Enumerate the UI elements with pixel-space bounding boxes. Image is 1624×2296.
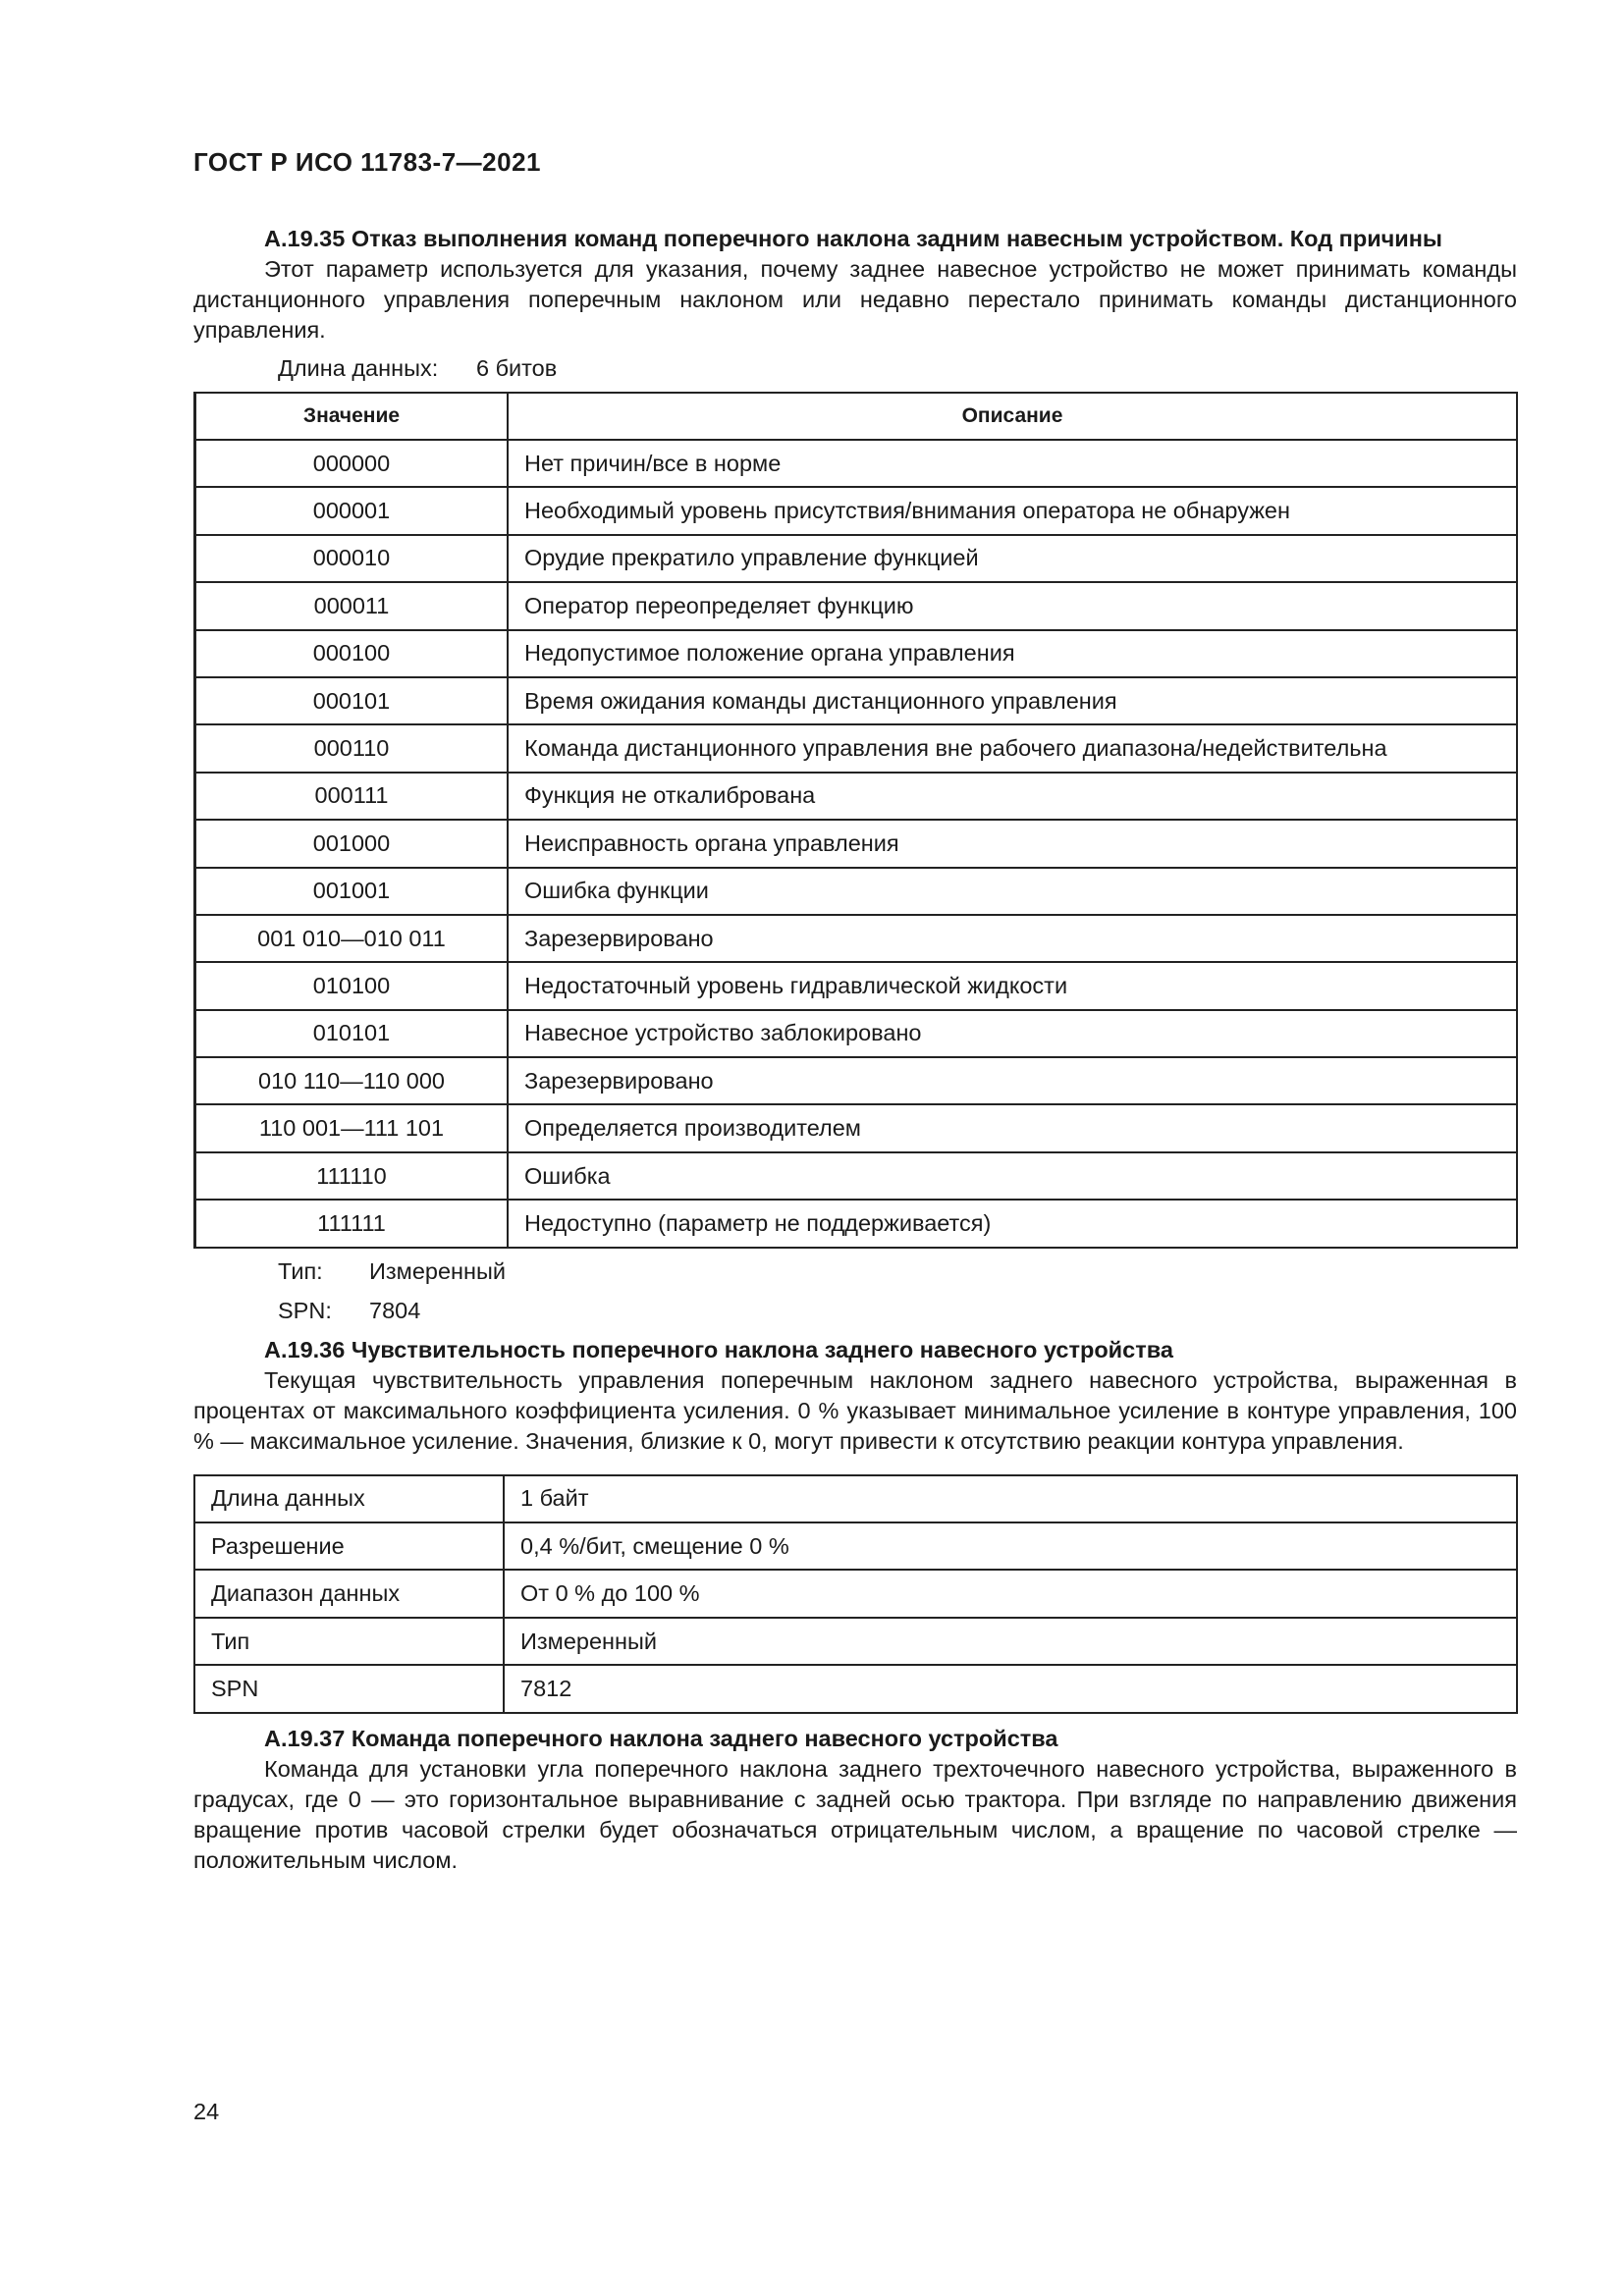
code-value-cell: 000001 xyxy=(195,487,509,534)
section-37-paragraph: Команда для установки угла поперечного наклона заднего трехточечного навесного устройства, выраженного в градусах, где 0 — это горизонтальное выравнивание с задней осью трактора. При взгляде по направлению движения вращение против часовой стрелки будет обозначаться отрицательным числом, а вращение по часовой стрелке — положительным числом. xyxy=(193,1755,1517,1873)
sensitivity-parameters-body xyxy=(194,1475,1517,1713)
type-value: Измеренный xyxy=(369,1257,507,1284)
section-36-paragraph: Текущая чувствительность управления поперечным наклоном заднего навесного устройства, выраженная в процентах от максимального коэффициента усиления. 0 % указывает минимальное усиление в контуре управления, 100 % — максимальное усиление. Значения, близкие к 0, могут привести к отсутствию реакции контура управления. xyxy=(193,1366,1517,1454)
code-description-cell: Определяется производителем xyxy=(508,1104,1517,1151)
table-row xyxy=(195,820,1518,867)
code-value-cell: 000000 xyxy=(195,440,509,487)
parameter-name-cell: SPN xyxy=(194,1665,504,1712)
table-row xyxy=(195,962,1518,1009)
code-description-cell: Зарезервировано xyxy=(508,915,1517,962)
code-description-cell: Орудие прекратило управление функцией xyxy=(508,535,1517,582)
table-row xyxy=(195,535,1518,582)
page-content xyxy=(193,224,1517,1876)
table-row xyxy=(195,440,1518,487)
table-row xyxy=(195,1200,1518,1247)
code-description-cell: Нет причин/все в норме xyxy=(508,440,1517,487)
code-value-cell: 001 010—010 011 xyxy=(195,915,509,962)
table-row xyxy=(195,1010,1518,1057)
reason-codes-table xyxy=(193,392,1518,1249)
table-row xyxy=(194,1570,1517,1617)
code-value-cell: 110 001—111 101 xyxy=(195,1104,509,1151)
code-description-cell: Навесное устройство заблокировано xyxy=(508,1010,1517,1057)
table-row xyxy=(195,773,1518,820)
table-row xyxy=(195,915,1518,962)
table-row xyxy=(195,1057,1518,1104)
code-value-cell: 010100 xyxy=(195,962,509,1009)
table-row xyxy=(195,630,1518,677)
section-35-spn xyxy=(193,1296,1517,1326)
code-description-cell: Неисправность органа управления xyxy=(508,820,1517,867)
section-35-type xyxy=(193,1256,1517,1287)
table-row xyxy=(195,677,1518,724)
code-description-cell: Необходимый уровень присутствия/внимания оператора не обнаружен xyxy=(508,487,1517,534)
table-header-row xyxy=(195,393,1518,440)
table-row xyxy=(194,1665,1517,1712)
code-value-cell: 001001 xyxy=(195,868,509,915)
table-row xyxy=(195,724,1518,772)
table-row xyxy=(195,487,1518,534)
reason-codes-body xyxy=(195,440,1518,1248)
parameter-value-cell: 0,4 %/бит, смещение 0 % xyxy=(504,1522,1517,1570)
code-value-cell: 000100 xyxy=(195,630,509,677)
code-description-cell: Зарезервировано xyxy=(508,1057,1517,1104)
column-header-description: Описание xyxy=(508,393,1517,440)
code-value-cell: 000111 xyxy=(195,773,509,820)
section-35-data-length xyxy=(193,353,1517,384)
parameter-name-cell: Длина данных xyxy=(194,1475,504,1522)
section-37-heading: А.19.37 Команда поперечного наклона заднего навесного устройства xyxy=(264,1725,1058,1751)
code-description-cell: Оператор переопределяет функцию xyxy=(508,582,1517,629)
section-36-heading: А.19.36 Чувствительность поперечного наклона заднего навесного устройства xyxy=(264,1336,1173,1362)
section-35-paragraph: Этот параметр используется для указания, почему заднее навесное устройство не может принимать команды дистанционного управления поперечным наклоном или недавно перестало принимать команды дистанционного управления. xyxy=(193,256,1517,343)
table-row xyxy=(195,1152,1518,1200)
table-row xyxy=(194,1618,1517,1665)
code-description-cell: Ошибка функции xyxy=(508,868,1517,915)
column-header-value: Значение xyxy=(195,393,509,440)
sensitivity-parameters-table xyxy=(193,1474,1518,1714)
code-value-cell: 000011 xyxy=(195,582,509,629)
table-row xyxy=(195,868,1518,915)
code-description-cell: Недопустимое положение органа управления xyxy=(508,630,1517,677)
code-value-cell: 000101 xyxy=(195,677,509,724)
parameter-name-cell: Диапазон данных xyxy=(194,1570,504,1617)
table-row xyxy=(194,1522,1517,1570)
spn-value: 7804 xyxy=(369,1297,421,1323)
table-row xyxy=(195,582,1518,629)
spn-label: SPN: xyxy=(278,1297,332,1323)
table-row xyxy=(194,1475,1517,1522)
code-description-cell: Недоступно (параметр не поддерживается) xyxy=(508,1200,1517,1247)
data-length-value: 6 битов xyxy=(476,355,558,381)
parameter-value-cell: 1 байт xyxy=(504,1475,1517,1522)
code-description-cell: Недостаточный уровень гидравлической жидкости xyxy=(508,962,1517,1009)
code-description-cell: Время ожидания команды дистанционного управления xyxy=(508,677,1517,724)
parameter-value-cell: 7812 xyxy=(504,1665,1517,1712)
parameter-value-cell: Измеренный xyxy=(504,1618,1517,1665)
code-value-cell: 000010 xyxy=(195,535,509,582)
code-value-cell: 000110 xyxy=(195,724,509,772)
code-value-cell: 111110 xyxy=(195,1152,509,1200)
document-code: ГОСТ Р ИСО 11783-7—2021 xyxy=(193,147,542,177)
code-value-cell: 010 110—110 000 xyxy=(195,1057,509,1104)
parameter-name-cell: Тип xyxy=(194,1618,504,1665)
code-value-cell: 111111 xyxy=(195,1200,509,1247)
code-value-cell: 001000 xyxy=(195,820,509,867)
page-number: 24 xyxy=(193,2099,220,2124)
code-description-cell: Функция не откалибрована xyxy=(508,773,1517,820)
type-label: Тип: xyxy=(278,1257,323,1284)
code-description-cell: Команда дистанционного управления вне рабочего диапазона/недействительна xyxy=(508,724,1517,772)
section-35-heading: А.19.35 Отказ выполнения команд поперечного наклона задним навесным устройством. Код причины xyxy=(264,226,1442,251)
code-description-cell: Ошибка xyxy=(508,1152,1517,1200)
data-length-label: Длина данных: xyxy=(278,355,439,381)
table-row xyxy=(195,1104,1518,1151)
code-value-cell: 010101 xyxy=(195,1010,509,1057)
parameter-value-cell: От 0 % до 100 % xyxy=(504,1570,1517,1617)
parameter-name-cell: Разрешение xyxy=(194,1522,504,1570)
